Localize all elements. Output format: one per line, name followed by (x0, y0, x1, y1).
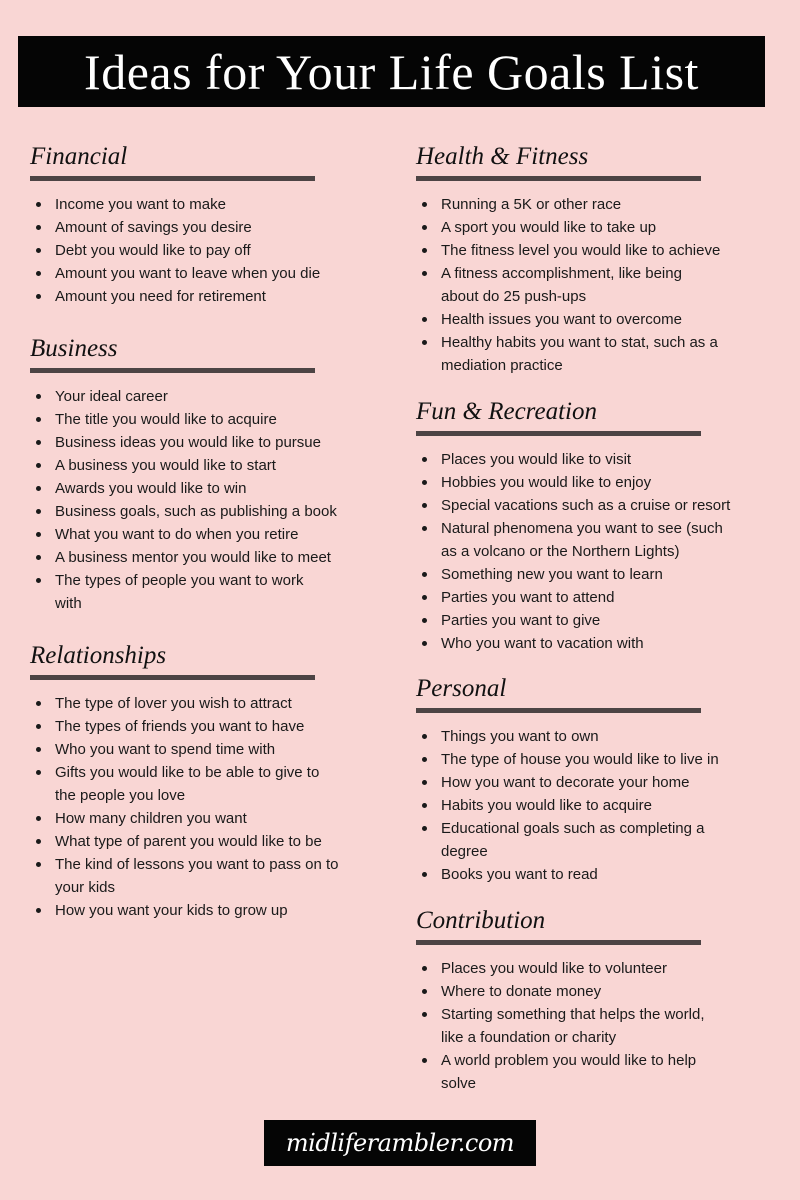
list-item-text: Something new you want to learn (441, 566, 663, 583)
bullet-icon (422, 225, 427, 230)
list-item (30, 239, 320, 262)
list-item-text: A sport you would like to take up (441, 219, 657, 236)
list-item (30, 216, 320, 239)
bullet-icon (36, 532, 41, 537)
list-item-text: Starting something that helps the world, like a foundation or charity (441, 1006, 705, 1046)
bullet-icon (36, 294, 41, 299)
list-item (416, 331, 720, 377)
list-item-text: Things you want to own (441, 728, 599, 745)
list-item (30, 500, 337, 523)
section-contribution (416, 906, 704, 1095)
list-item-text: Gifts you would like to be able to give to the people you love (55, 764, 320, 804)
bullet-icon (36, 816, 41, 821)
list-item (30, 830, 339, 853)
list-item-text: Healthy habits you want to stat, such as a mediation practice (441, 334, 718, 374)
bullet-icon (422, 271, 427, 276)
bullet-icon (36, 555, 41, 560)
list-item-text: The title you would like to acquire (55, 411, 277, 428)
list-item (30, 262, 320, 285)
list-item (30, 692, 339, 715)
list-item-text: Debt you would like to pay off (55, 242, 251, 259)
list-item-text: Who you want to vacation with (441, 635, 644, 652)
bullet-icon (36, 724, 41, 729)
section-heading: Relationships (30, 642, 167, 669)
bullet-icon (36, 862, 41, 867)
list-item (416, 632, 730, 655)
list-item (416, 817, 719, 863)
bullet-icon (422, 618, 427, 623)
bullet-icon (36, 486, 41, 491)
list-item (416, 308, 720, 331)
list-item (30, 193, 320, 216)
bullet-icon (36, 417, 41, 422)
section-heading: Contribution (416, 907, 546, 934)
section-financial (30, 142, 320, 308)
list-item-text: Income you want to make (55, 196, 226, 213)
list-item-text: The type of lover you wish to attract (55, 695, 292, 712)
list-item-text: Who you want to spend time with (55, 741, 276, 758)
list-item (416, 563, 730, 586)
bullet-icon (422, 595, 427, 600)
list-item-text: Amount of savings you desire (55, 219, 252, 236)
bullet-icon (36, 509, 41, 514)
title-banner (18, 36, 765, 107)
list-item (30, 761, 339, 807)
bullet-icon (422, 757, 427, 762)
list-item (30, 715, 339, 738)
list-item-text: How you want to decorate your home (441, 774, 690, 791)
site-name: midliferambler.com (285, 1129, 515, 1157)
list-item-text: Awards you would like to win (55, 480, 247, 497)
list-item-text: Natural phenomena you want to see (such as a volcano or the Northern Lights) (441, 520, 723, 560)
list-item (416, 957, 704, 980)
bullet-icon (422, 966, 427, 971)
list-item (416, 1049, 704, 1095)
section-divider (416, 431, 701, 436)
bullet-icon (36, 394, 41, 399)
list-item-text: Health issues you want to overcome (441, 311, 682, 328)
list-item-text: A business you would like to start (55, 457, 276, 474)
list-item-text: Business ideas you would like to pursue (55, 434, 321, 451)
list-item-text: Amount you need for retirement (55, 288, 266, 305)
list-item (416, 216, 720, 239)
list-item-text: What type of parent you would like to be (55, 833, 322, 850)
list-item-text: The type of house you would like to live in (441, 751, 719, 768)
list-item (30, 899, 339, 922)
list-item-text: A business mentor you would like to meet (55, 549, 331, 566)
list-item-text: How you want your kids to grow up (55, 902, 288, 919)
goal-list (416, 725, 719, 886)
bullet-icon (36, 701, 41, 706)
footer-banner (264, 1120, 536, 1166)
goal-list (416, 448, 730, 655)
list-item-text: What you want to do when you retire (55, 526, 299, 543)
section-personal (416, 674, 719, 886)
goal-list (416, 957, 704, 1095)
list-item-text: The kind of lessons you want to pass on to your kids (55, 856, 339, 896)
list-item-text: The fitness level you would like to achieve (441, 242, 721, 259)
bullet-icon (422, 480, 427, 485)
bullet-icon (36, 747, 41, 752)
bullet-icon (422, 780, 427, 785)
list-item (30, 523, 337, 546)
list-item (30, 853, 339, 899)
bullet-icon (422, 526, 427, 531)
list-item (30, 569, 337, 615)
bullet-icon (422, 248, 427, 253)
list-item-text: Parties you want to attend (441, 589, 615, 606)
goal-list (416, 193, 720, 377)
bullet-icon (422, 872, 427, 877)
list-item (30, 385, 337, 408)
list-item (416, 448, 730, 471)
list-item (30, 408, 337, 431)
section-divider (30, 368, 315, 373)
list-item (30, 431, 337, 454)
list-item (416, 262, 720, 308)
section-divider (416, 708, 701, 713)
bullet-icon (36, 248, 41, 253)
list-item (416, 771, 719, 794)
list-item-text: Places you would like to volunteer (441, 960, 667, 977)
bullet-icon (422, 457, 427, 462)
bullet-icon (422, 1058, 427, 1063)
bullet-icon (422, 572, 427, 577)
section-heading: Business (30, 335, 118, 362)
list-item (30, 546, 337, 569)
list-item-text: The types of people you want to work with (55, 572, 304, 612)
list-item (30, 454, 337, 477)
bullet-icon (36, 463, 41, 468)
bullet-icon (36, 839, 41, 844)
list-item (30, 285, 320, 308)
bullet-icon (422, 202, 427, 207)
bullet-icon (422, 826, 427, 831)
list-item-text: Where to donate money (441, 983, 602, 1000)
list-item-text: Amount you want to leave when you die (55, 265, 321, 282)
list-item-text: A world problem you would like to help solve (441, 1052, 697, 1092)
list-item (416, 471, 730, 494)
page-title: Ideas for Your Life Goals List (84, 43, 699, 100)
bullet-icon (422, 989, 427, 994)
section-heading: Health & Fitness (416, 143, 589, 170)
list-item (416, 609, 730, 632)
bullet-icon (36, 271, 41, 276)
list-item (30, 477, 337, 500)
list-item (416, 193, 720, 216)
list-item-text: A fitness accomplishment, like being about do 25 push-ups (441, 265, 682, 305)
bullet-icon (422, 1012, 427, 1017)
list-item (416, 494, 730, 517)
list-item-text: Hobbies you would like to enjoy (441, 474, 652, 491)
bullet-icon (36, 578, 41, 583)
list-item-text: Running a 5K or other race (441, 196, 622, 213)
bullet-icon (422, 734, 427, 739)
section-heading: Financial (30, 143, 128, 170)
bullet-icon (422, 503, 427, 508)
list-item-text: How many children you want (55, 810, 247, 827)
list-item-text: Your ideal career (55, 388, 168, 405)
bullet-icon (422, 340, 427, 345)
list-item-text: Habits you would like to acquire (441, 797, 652, 814)
bullet-icon (422, 803, 427, 808)
bullet-icon (36, 770, 41, 775)
section-heading: Fun & Recreation (416, 398, 597, 425)
list-item (416, 863, 719, 886)
list-item-text: Business goals, such as publishing a book (55, 503, 337, 520)
list-item (416, 794, 719, 817)
list-item (416, 517, 730, 563)
list-item-text: Books you want to read (441, 866, 598, 883)
section-divider (416, 176, 701, 181)
list-item (416, 725, 719, 748)
bullet-icon (36, 202, 41, 207)
list-item (416, 239, 720, 262)
section-relationships (30, 641, 339, 922)
goal-list (30, 385, 337, 615)
list-item (30, 738, 339, 761)
list-item (416, 1003, 704, 1049)
section-divider (30, 675, 315, 680)
goal-list (30, 692, 339, 922)
section-fun-recreation (416, 397, 730, 655)
section-health-fitness (416, 142, 720, 377)
list-item-text: Parties you want to give (441, 612, 601, 629)
goal-list (30, 193, 320, 308)
bullet-icon (36, 440, 41, 445)
list-item-text: Places you would like to visit (441, 451, 632, 468)
list-item-text: The types of friends you want to have (55, 718, 305, 735)
section-business (30, 334, 337, 615)
section-heading: Personal (416, 675, 507, 702)
list-item (416, 748, 719, 771)
list-item (416, 980, 704, 1003)
section-divider (30, 176, 315, 181)
list-item (416, 586, 730, 609)
bullet-icon (422, 641, 427, 646)
list-item (30, 807, 339, 830)
list-item-text: Educational goals such as completing a degree (441, 820, 705, 860)
bullet-icon (422, 317, 427, 322)
bullet-icon (36, 225, 41, 230)
list-item-text: Special vacations such as a cruise or resort (441, 497, 731, 514)
bullet-icon (36, 908, 41, 913)
section-divider (416, 940, 701, 945)
